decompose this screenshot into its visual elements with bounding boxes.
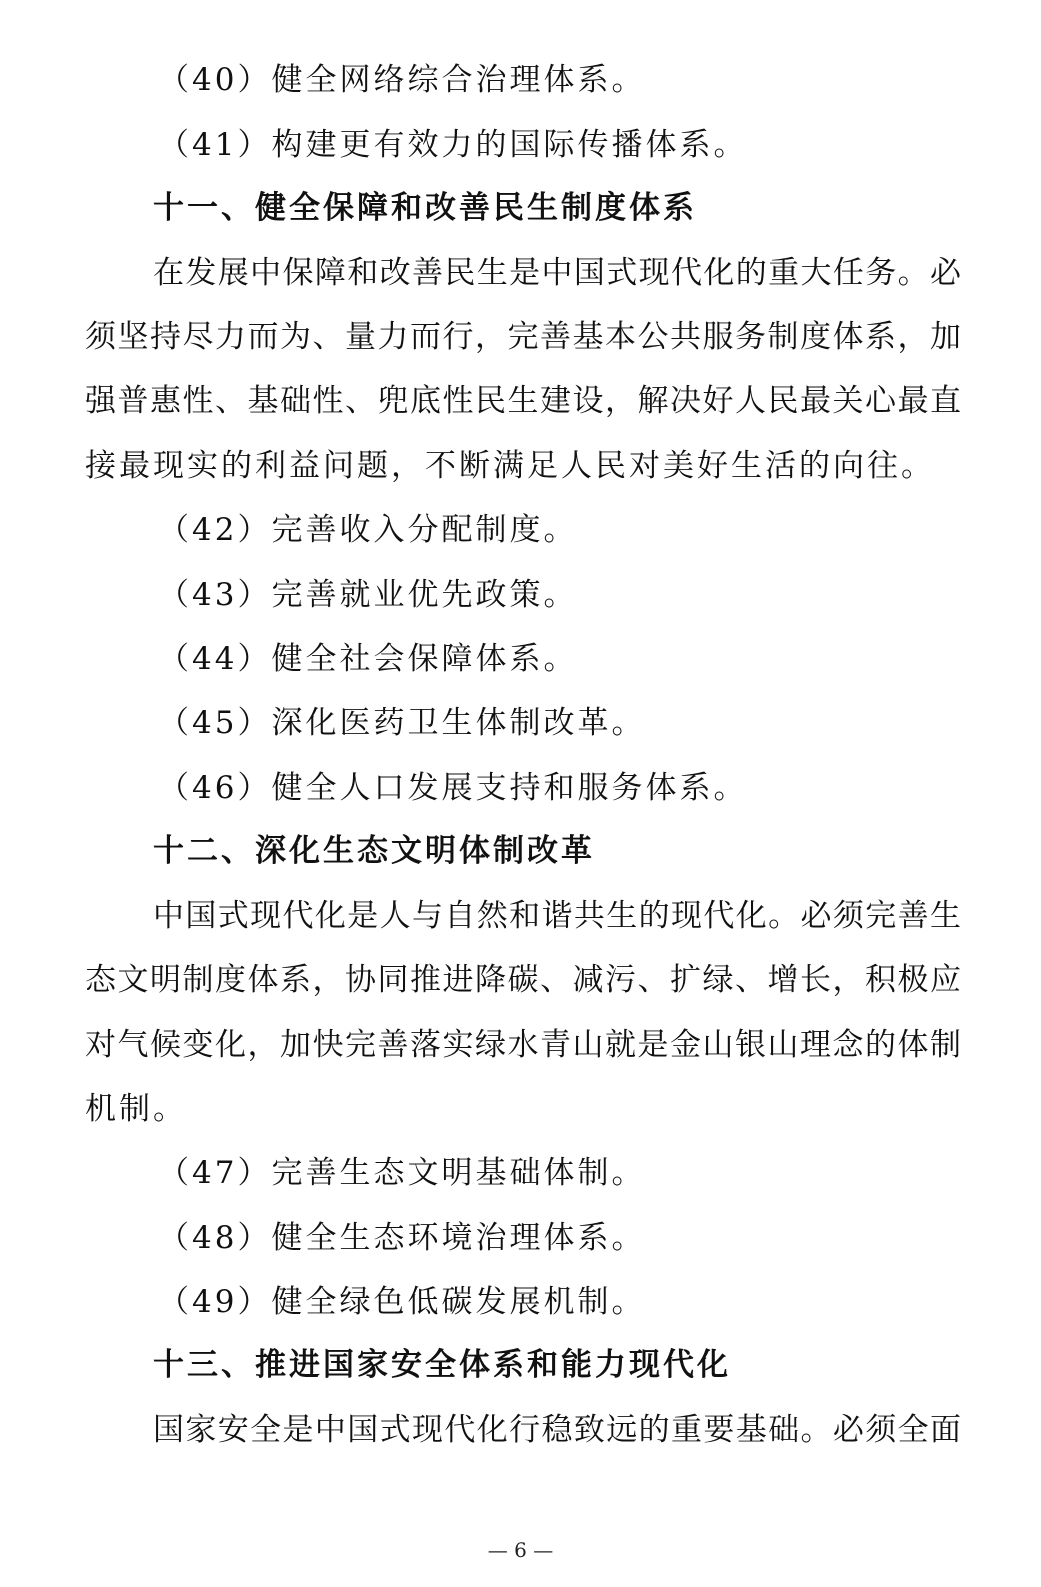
section-heading-12: 十二、深化生态文明体制改革	[153, 833, 595, 869]
list-item-43: （43）完善就业优先政策。	[158, 577, 578, 613]
list-item-42: （42）完善收入分配制度。	[158, 512, 578, 548]
list-item-40: （40）健全网络综合治理体系。	[158, 62, 646, 98]
list-item-48: （48）健全生态环境治理体系。	[158, 1220, 646, 1256]
list-item-44: （44）健全社会保障体系。	[158, 641, 578, 677]
list-item-41: （41）构建更有效力的国际传播体系。	[158, 127, 748, 163]
section-heading-13: 十三、推进国家安全体系和能力现代化	[153, 1347, 731, 1383]
paragraph-line: 须坚持尽力而为、量力而行，完善基本公共服务制度体系，加	[85, 319, 961, 355]
paragraph-line: 对气候变化，加快完善落实绿水青山就是金山银山理念的体制	[85, 1027, 961, 1063]
list-item-46: （46）健全人口发展支持和服务体系。	[158, 770, 748, 806]
paragraph-line: 接最现实的利益问题，不断满足人民对美好生活的向往。	[85, 448, 935, 484]
paragraph-line: 态文明制度体系，协同推进降碳、减污、扩绿、增长，积极应	[85, 962, 961, 998]
paragraph-line: 在发展中保障和改善民生是中国式现代化的重大任务。必	[153, 255, 961, 291]
paragraph-line: 国家安全是中国式现代化行稳致远的重要基础。必须全面	[153, 1412, 961, 1448]
list-item-45: （45）深化医药卫生体制改革。	[158, 705, 646, 741]
paragraph-line: 中国式现代化是人与自然和谐共生的现代化。必须完善生	[153, 898, 961, 934]
list-item-47: （47）完善生态文明基础体制。	[158, 1155, 646, 1191]
page-number: — 6 —	[487, 1538, 554, 1562]
list-item-49: （49）健全绿色低碳发展机制。	[158, 1284, 646, 1320]
section-heading-11: 十一、健全保障和改善民生制度体系	[153, 190, 697, 226]
paragraph-line: 强普惠性、基础性、兜底性民生建设，解决好人民最关心最直	[85, 383, 961, 419]
paragraph-line: 机制。	[85, 1091, 187, 1127]
